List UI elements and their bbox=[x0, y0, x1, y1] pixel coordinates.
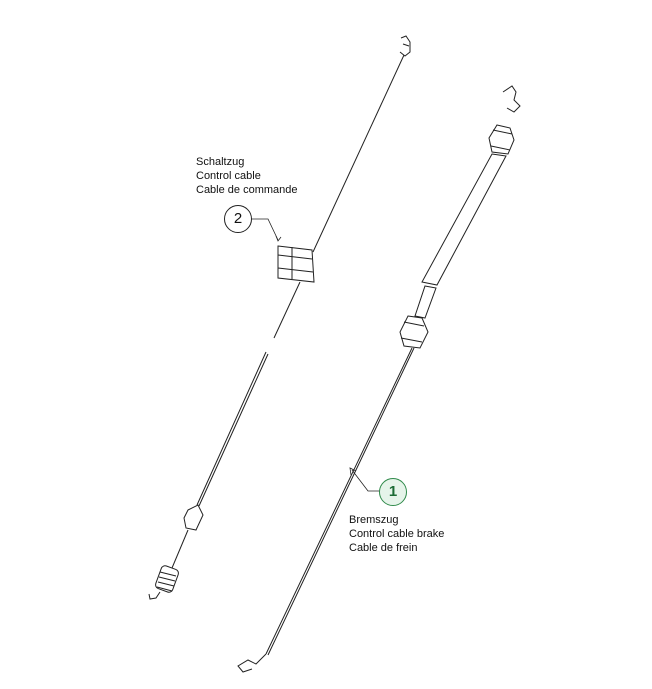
label-en: Control cable brake bbox=[349, 528, 445, 540]
callout-part-2 bbox=[224, 205, 252, 233]
control-cable-end-hook bbox=[149, 592, 160, 599]
brake-cable-middle-fitting bbox=[400, 316, 428, 348]
leader-line-1 bbox=[352, 470, 380, 491]
brake-cable-top-hook bbox=[503, 86, 520, 112]
callout-number: 2 bbox=[233, 210, 243, 227]
brake-cable-end-hook bbox=[238, 654, 266, 672]
control-cable-ferrule bbox=[184, 505, 203, 530]
label-fr: Cable de commande bbox=[196, 184, 298, 196]
control-cable-label bbox=[196, 155, 298, 197]
label-en: Control cable bbox=[196, 170, 261, 182]
leader-line-2 bbox=[251, 219, 278, 240]
control-cable-wire-upper bbox=[313, 55, 404, 252]
brake-cable-sheath-upper bbox=[422, 154, 506, 285]
label-fr: Cable de frein bbox=[349, 542, 418, 554]
label-de: Bremszug bbox=[349, 514, 399, 526]
brake-cable-top-fitting bbox=[489, 125, 514, 154]
brake-cable-label bbox=[349, 513, 444, 555]
label-de: Schaltzug bbox=[196, 156, 245, 168]
control-cable-spring bbox=[154, 565, 179, 594]
control-cable-clip bbox=[278, 246, 314, 282]
callout-part-1 bbox=[379, 478, 407, 506]
callout-number: 1 bbox=[388, 483, 398, 500]
